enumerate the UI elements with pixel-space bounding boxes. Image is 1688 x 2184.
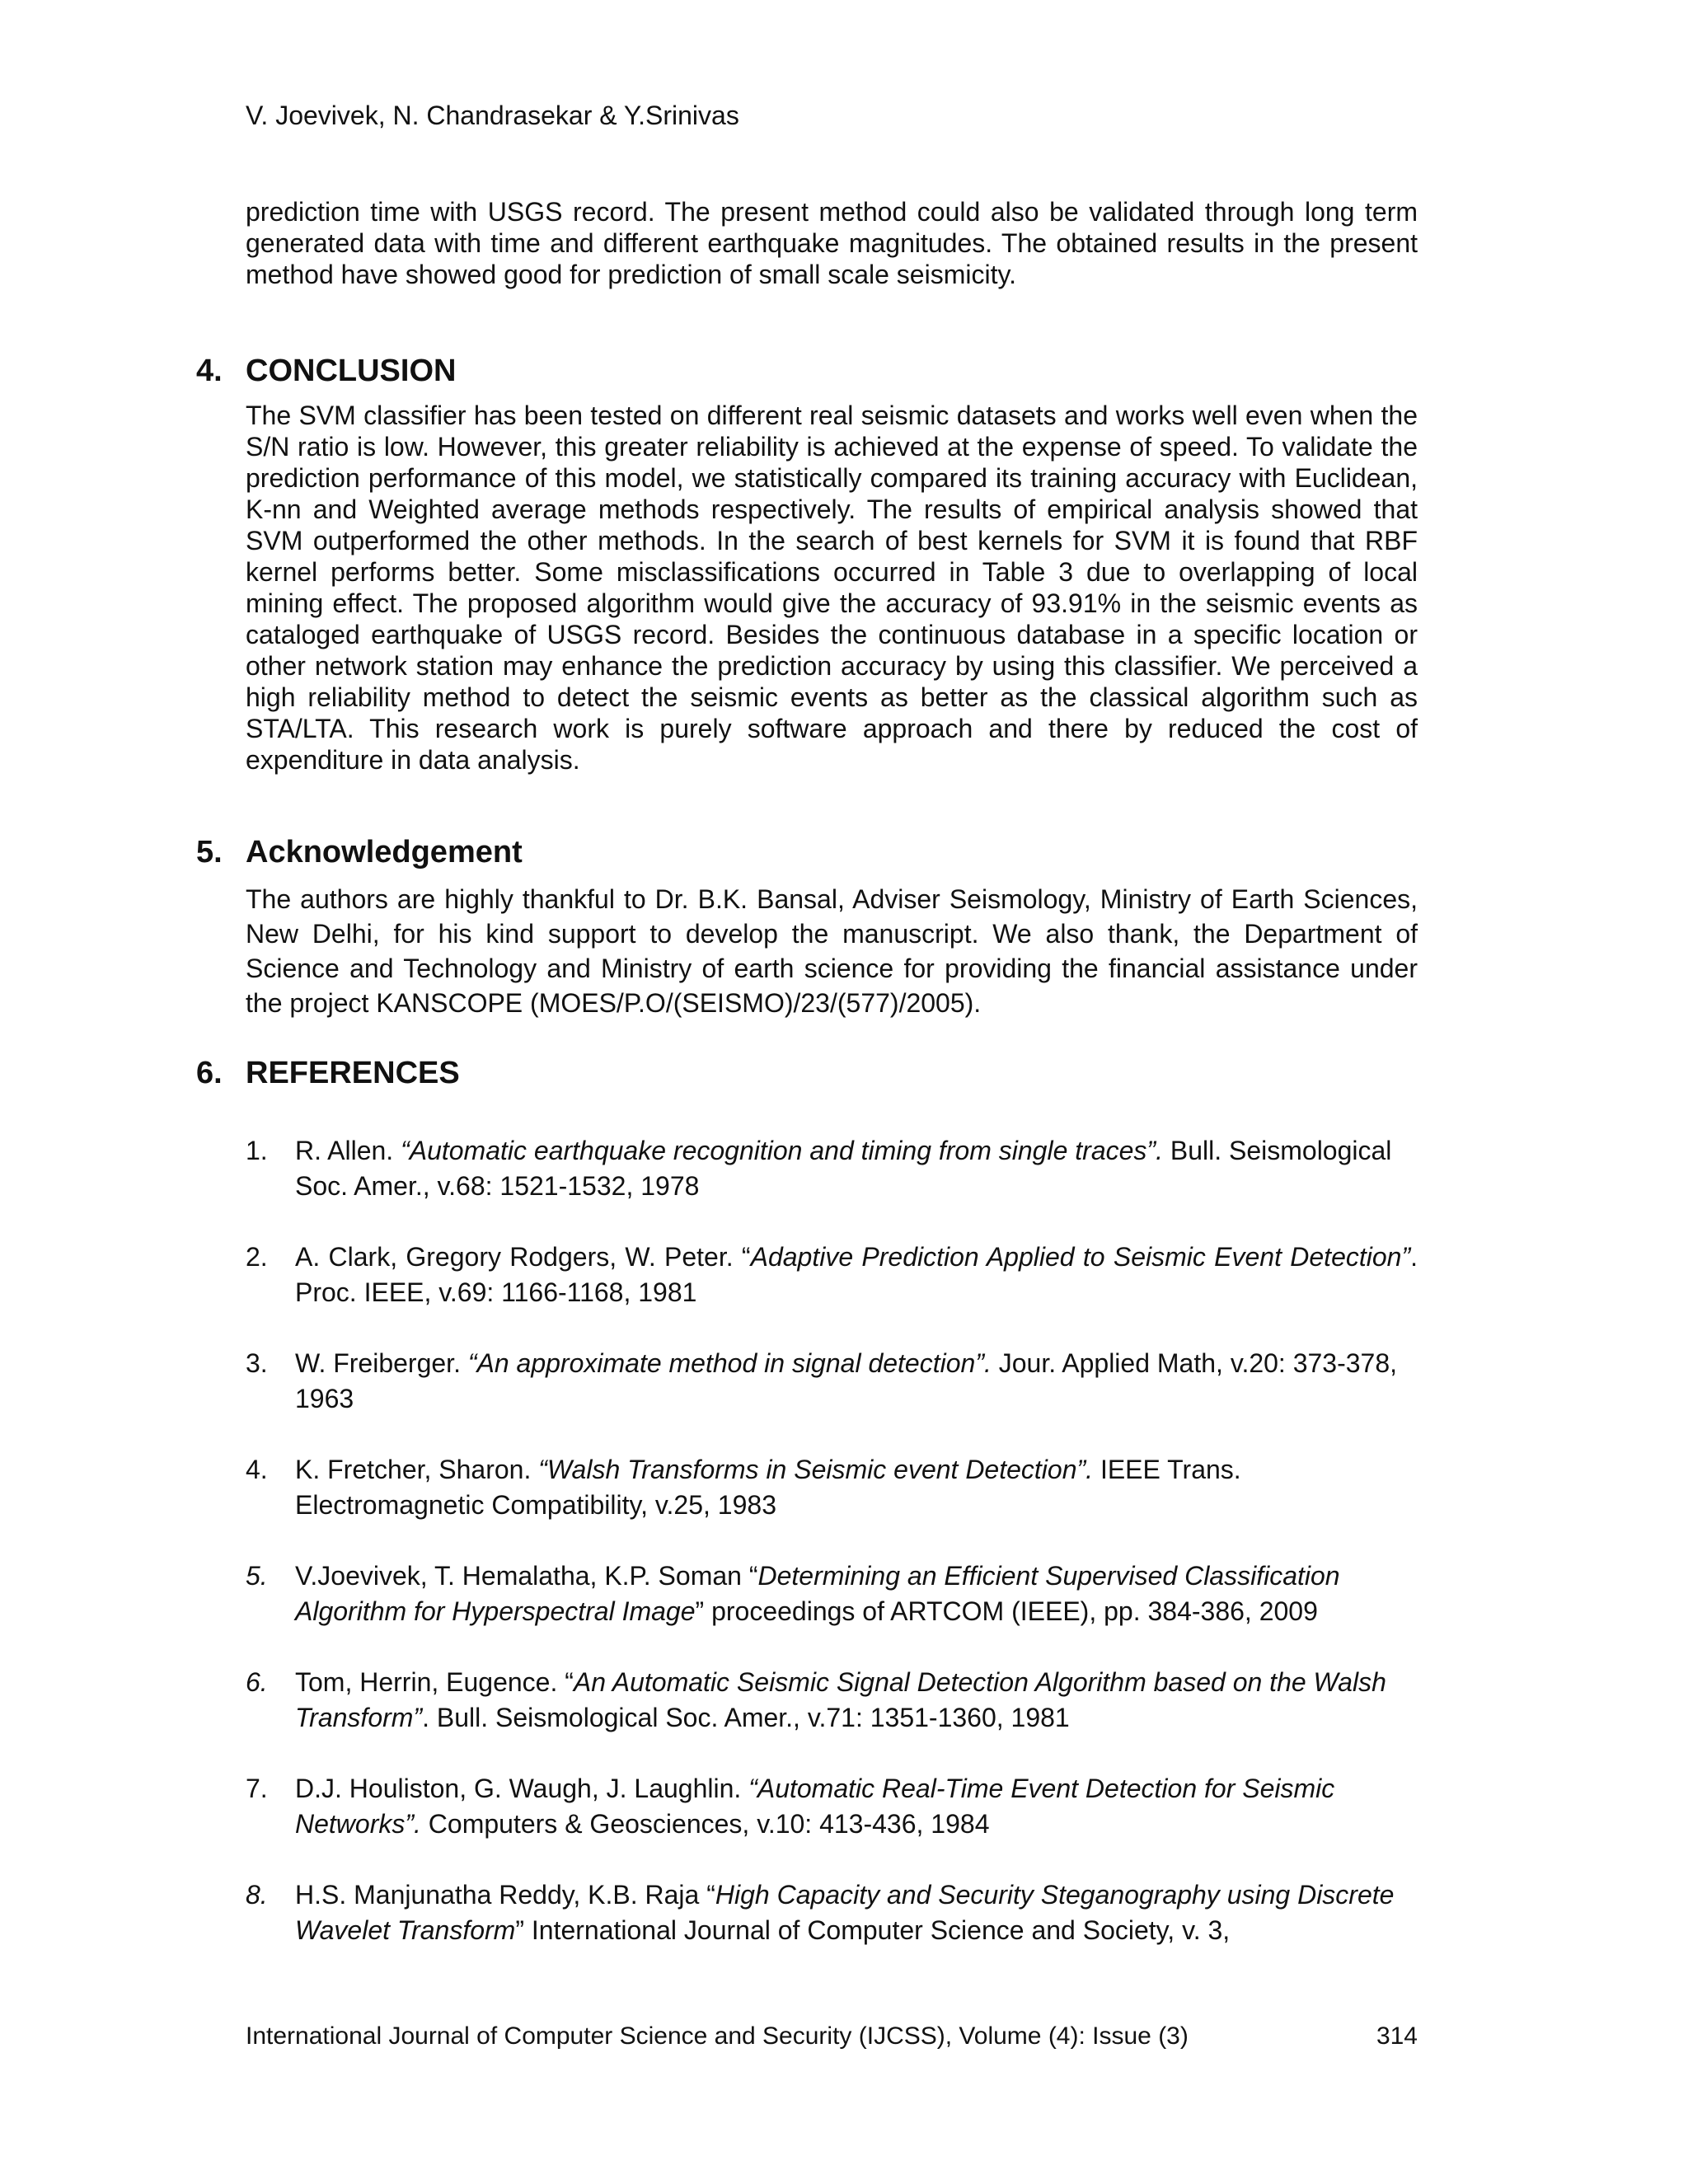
conclusion-paragraph: The SVM classifier has been tested on different real seismic datasets and works well even when the S/N ratio is low. However, this greater reliability is achieved at the expense of speed. To validate the prediction performance of this model, we statistically compared its training accuracy with Euclidean, K-nn and Weighted average methods respectively. The results of empirical analysis showed that SVM outperformed the other methods. In the search of best kernels for SVM it is found that RBF kernel performs better. Some misclassifications occurred in Table 3 due to overlapping of local mining effect. The proposed algorithm would give the accuracy of 93.91% in the seismic events as cataloged earthquake of USGS record. Besides the continuous database in a specific location or other network station may enhance the prediction accuracy by using this classifier. We perceived a high reliability method to detect the seismic events as better as the classical algorithm such as STA/LTA. This research work is purely software approach and there by reduced the cost of expenditure in data analysis. — [246, 401, 1418, 775]
reference-item — [246, 1665, 1418, 1736]
reference-source: . Proc. IEEE, v.69: 1166-1168, 1981 — [295, 1242, 1418, 1307]
acknowledgement-paragraph: The authors are highly thankful to Dr. B.K. Bansal, Adviser Seismology, Ministry of Earth Sciences, New Delhi, for his kind support to develop the manuscript. We also thank, the Department of Science and Technology and Ministry of earth science for providing the financial assistance under the project KANSCOPE (MOES/P.O/(SEISMO)/23/(577)/2005). — [246, 884, 1418, 1018]
section-title: CONCLUSION — [246, 354, 457, 388]
reference-title: An Automatic Seismic Signal Detection Algorithm based on the Walsh Transform” — [295, 1667, 1386, 1732]
reference-source: ” International Journal of Computer Science and Society, v. 3, — [515, 1915, 1231, 1945]
running-head: V. Joevivek, N. Chandrasekar & Y.Srinivas — [246, 101, 739, 130]
reference-source: Computers & Geosciences, v.10: 413-436, 1984 — [420, 1809, 990, 1839]
reference-authors: R. Allen. — [295, 1136, 401, 1165]
reference-authors: D.J. Houliston, G. Waugh, J. Laughlin. — [295, 1774, 749, 1803]
reference-text — [295, 1133, 1418, 1204]
reference-text — [295, 1877, 1418, 1948]
section-number: 5. — [196, 835, 223, 869]
reference-item — [246, 1452, 1418, 1523]
section-title: Acknowledgement — [246, 835, 523, 869]
reference-authors: H.S. Manjunatha Reddy, K.B. Raja “ — [295, 1880, 715, 1910]
reference-source: IEEE Trans. Electromagnetic Compatibility, v.25, 1983 — [295, 1455, 1241, 1520]
reference-item — [246, 1558, 1418, 1629]
section-heading-references — [196, 1055, 460, 1091]
reference-number: 5. — [246, 1561, 268, 1591]
reference-title: Determining an Efficient Supervised Classification Algorithm for Hyperspectral Image — [295, 1561, 1340, 1626]
reference-text — [295, 1771, 1418, 1842]
reference-authors: A. Clark, Gregory Rodgers, W. Peter. “ — [295, 1242, 751, 1272]
reference-authors: W. Freiberger. — [295, 1348, 468, 1378]
section-number: 6. — [196, 1056, 223, 1090]
reference-title: “An approximate method in signal detection”. — [467, 1348, 992, 1378]
section-number: 4. — [196, 354, 223, 388]
reference-item — [246, 1877, 1418, 1948]
reference-authors: V.Joevivek, T. Hemalatha, K.P. Soman “ — [295, 1561, 758, 1591]
reference-number: 1. — [246, 1136, 268, 1165]
reference-item — [246, 1346, 1418, 1417]
page-footer — [246, 2021, 1418, 2052]
intro-paragraph: prediction time with USGS record. The present method could also be validated through long term generated data with time and different earthquake magnitudes. The obtained results in the present method have showed good for prediction of small scale seismicity. — [246, 197, 1418, 289]
reference-text — [295, 1665, 1418, 1736]
reference-authors: Tom, Herrin, Eugence. “ — [295, 1667, 574, 1697]
reference-number: 4. — [246, 1455, 268, 1484]
reference-text — [295, 1240, 1418, 1310]
reference-authors: K. Fretcher, Sharon. — [295, 1455, 539, 1484]
reference-number: 8. — [246, 1880, 268, 1910]
footer-journal: International Journal of Computer Science and Security (IJCSS), Volume (4): Issue (3) — [246, 2022, 1189, 2050]
reference-source: Jour. Applied Math, v.20: 373-378, 1963 — [295, 1348, 1398, 1413]
reference-source: Bull. Seismological Soc. Amer., v.68: 1521-1532, 1978 — [295, 1136, 1392, 1201]
reference-item — [246, 1771, 1418, 1842]
reference-number: 6. — [246, 1667, 268, 1697]
reference-title: “Automatic earthquake recognition and timing from single traces”. — [401, 1136, 1163, 1165]
reference-number: 7. — [246, 1774, 268, 1803]
reference-text — [295, 1452, 1418, 1523]
reference-title: “Walsh Transforms in Seismic event Detection”. — [538, 1455, 1094, 1484]
page-number: 314 — [1376, 2022, 1418, 2050]
reference-number: 2. — [246, 1242, 268, 1272]
section-heading-acknowledgement — [196, 834, 523, 870]
reference-item — [246, 1133, 1418, 1204]
reference-text — [295, 1346, 1418, 1417]
section-heading-conclusion — [196, 353, 456, 389]
section-title: REFERENCES — [246, 1056, 460, 1090]
reference-title: “Automatic Real-Time Event Detection for Seismic Networks”. — [295, 1774, 1335, 1839]
reference-source: ” proceedings of ARTCOM (IEEE), pp. 384-386, 2009 — [695, 1596, 1318, 1626]
reference-title: High Capacity and Security Steganography using Discrete Wavelet Transform — [295, 1880, 1395, 1945]
reference-text — [295, 1558, 1418, 1629]
reference-title: Adaptive Prediction Applied to Seismic Event Detection” — [750, 1242, 1411, 1272]
reference-source: . Bull. Seismological Soc. Amer., v.71: 1351-1360, 1981 — [422, 1703, 1070, 1732]
reference-number: 3. — [246, 1348, 268, 1378]
reference-item — [246, 1240, 1418, 1310]
